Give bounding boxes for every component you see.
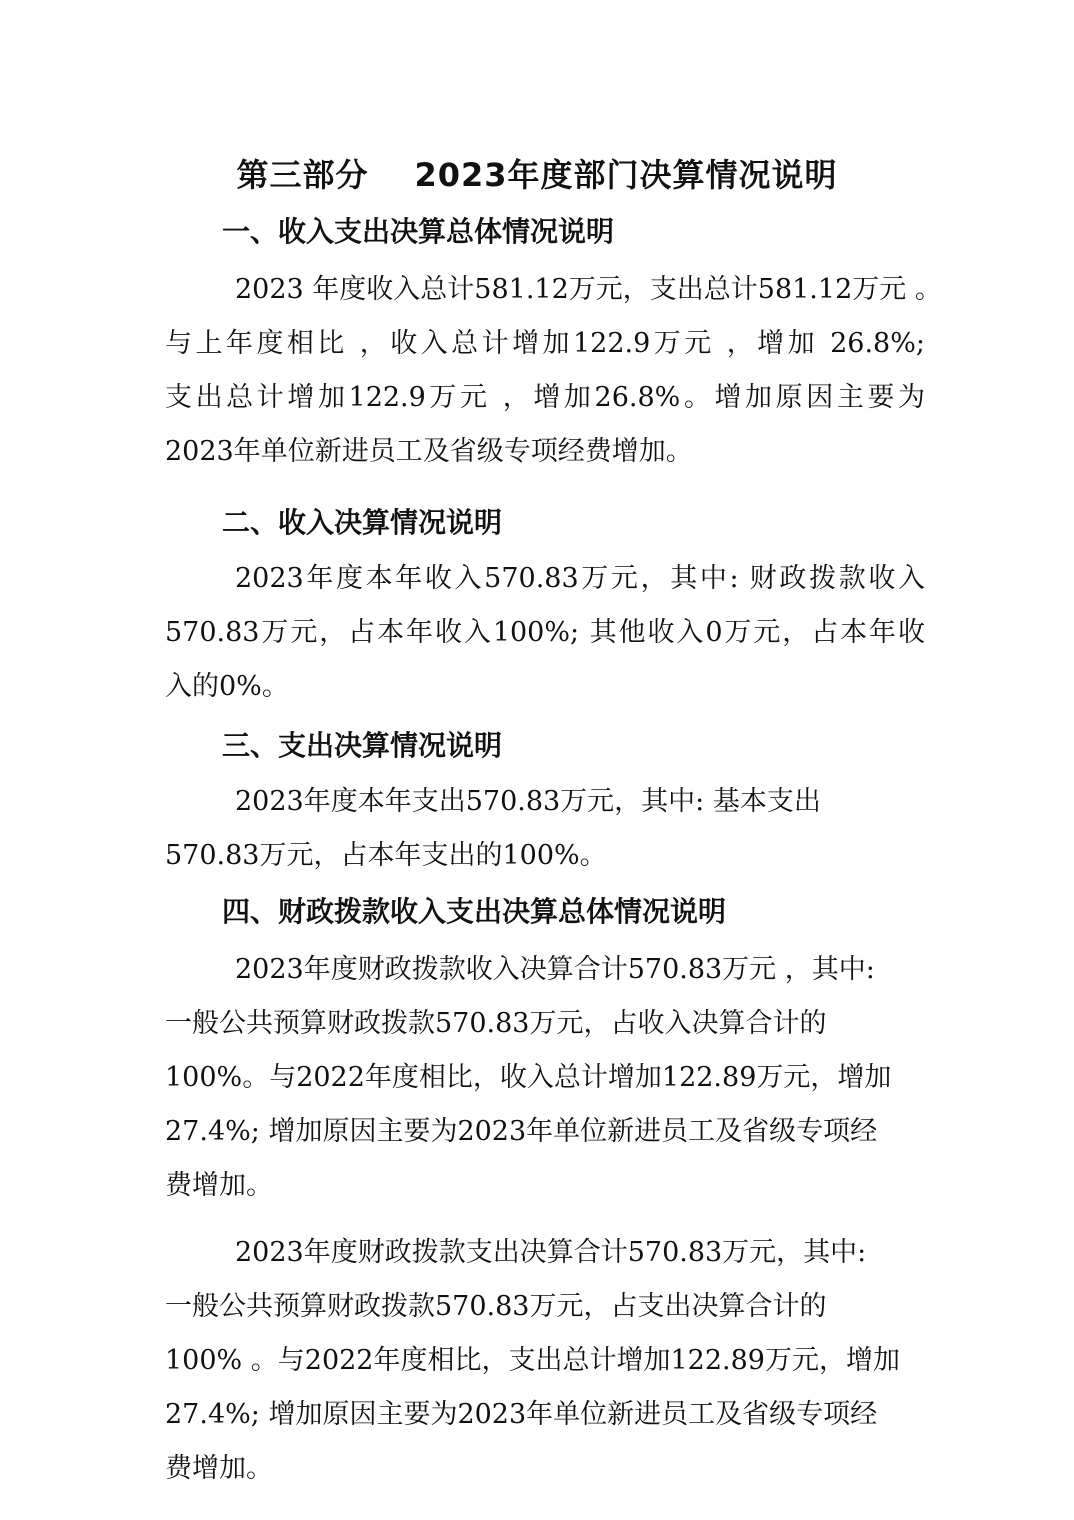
section-4-paragraph-2 xyxy=(165,1226,925,1496)
paragraph-line: 一般公共预算财政拨款570.83万元，占收入决算合计的 xyxy=(165,1008,827,1039)
paragraph-line: 2023 年度收入总计581.12万元，支出总计581.12万元 。 xyxy=(235,274,942,305)
section-3-paragraph-1 xyxy=(165,775,925,883)
paragraph-line: 570.83万元，占本年支出的100%。 xyxy=(165,840,607,871)
section-heading-4: 四、财政拨款收入支出决算总体情况说明 xyxy=(222,895,727,928)
paragraph-line: 100%。与2022年度相比，收入总计增加122.89万元，增加 xyxy=(165,1062,892,1093)
paragraph-line: 与上年度相比 ，收入总计增加122.9万元 ，增加 26.8%; xyxy=(165,328,925,359)
paragraph-line: 2023年度财政拨款支出决算合计570.83万元，其中: xyxy=(235,1237,867,1268)
paragraph-line: 支出总计增加122.9万元 ，增加26.8%。增加原因主要为 xyxy=(165,382,925,413)
paragraph-line: 27.4%; 增加原因主要为2023年单位新进员工及省级专项经 xyxy=(165,1399,878,1430)
paragraph-line: 27.4%; 增加原因主要为2023年单位新进员工及省级专项经 xyxy=(165,1116,878,1147)
paragraph-line: 2023年度本年支出570.83万元，其中: 基本支出 xyxy=(235,786,821,817)
section-heading-3: 三、支出决算情况说明 xyxy=(222,729,503,762)
section-1-paragraph-1 xyxy=(165,263,942,479)
section-heading-1: 一、收入支出决算总体情况说明 xyxy=(222,215,615,248)
paragraph-line: 2023年度财政拨款收入决算合计570.83万元 ，其中: xyxy=(235,954,875,985)
paragraph-line: 2023年单位新进员工及省级专项经费增加。 xyxy=(165,436,693,467)
paragraph-line: 100% 。与2022年度相比，支出总计增加122.89万元，增加 xyxy=(165,1345,900,1376)
section-4-paragraph-1 xyxy=(165,943,925,1213)
paragraph-line: 一般公共预算财政拨款570.83万元，占支出决算合计的 xyxy=(165,1291,827,1322)
title-main: 2023年度部门决算情况说明 xyxy=(414,156,838,194)
paragraph-line: 2023年度本年收入570.83万元，其中: 财政拨款收入 xyxy=(235,563,925,594)
title-part: 第三部分 xyxy=(236,156,369,194)
paragraph-line: 入的0%。 xyxy=(165,671,289,702)
section-heading-2: 二、收入决算情况说明 xyxy=(222,506,503,539)
paragraph-line: 570.83万元，占本年收入100%; 其他收入0万元，占本年收 xyxy=(165,617,925,648)
section-2-paragraph-1 xyxy=(165,552,925,714)
page-title xyxy=(0,150,1074,200)
paragraph-line: 费增加。 xyxy=(165,1453,273,1484)
paragraph-line: 费增加。 xyxy=(165,1170,273,1201)
